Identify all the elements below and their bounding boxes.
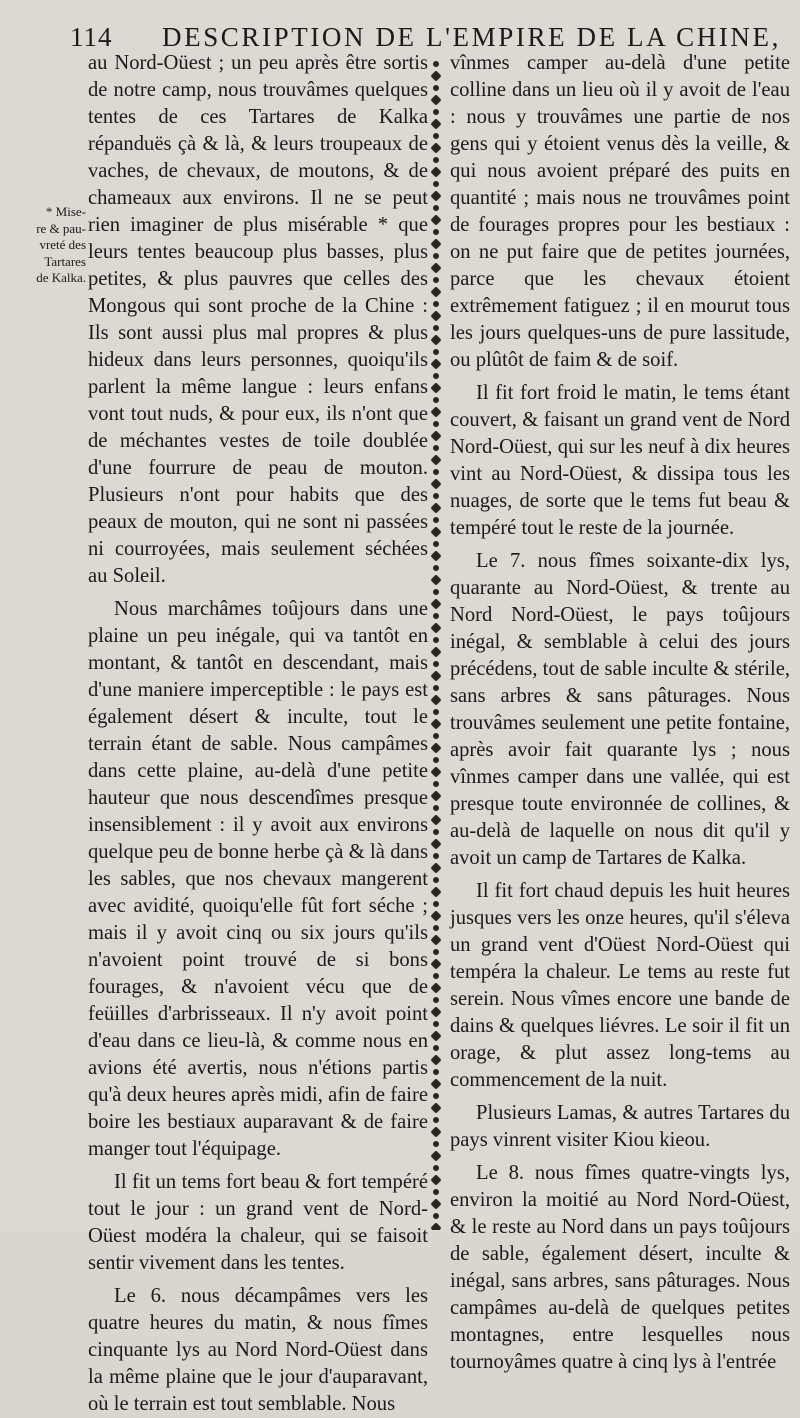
ornament-glyph (433, 349, 439, 355)
margin-note-line: Tartares (44, 253, 86, 269)
ornament-glyph (433, 901, 439, 907)
ornament-glyph (430, 358, 441, 369)
ornament-glyph (433, 997, 439, 1003)
ornament-glyph (433, 589, 439, 595)
ornament-glyph (433, 1213, 439, 1219)
paragraph: Le 8. nous fîmes quatre-vingts lys, environ la moitié au Nord Nord-Oüest, & le reste au Nord dans un pays toûjours de sable, également désert, inculte & inégal, sans arbres, sans pâturages. Nous campâmes au-delà de quelques petites montagnes, entre lesquelles nous tournoyâmes quatre à cinq lys à l'entrée (450, 1162, 790, 1373)
ornament-glyph (433, 613, 439, 619)
ornament-glyph (430, 406, 441, 417)
ornament-glyph (430, 790, 441, 801)
ornament-glyph (433, 133, 439, 139)
ornament-glyph (433, 541, 439, 547)
ornament-glyph (433, 685, 439, 691)
margin-note (22, 204, 86, 287)
ornament-glyph (430, 1054, 441, 1065)
paragraph: Il fit fort froid le matin, le tems étant couvert, & faisant un grand vent de Nord Nord-Oüest, qui sur les neuf à dix heures vint au Nord-Oüest, & dissipa tous les nuages, de sorte que le tems fut beau & tempéré tout le reste de la journée. (450, 382, 790, 539)
ornament-glyph (433, 973, 439, 979)
ornament-glyph (433, 373, 439, 379)
ornament-glyph (430, 958, 441, 969)
ornament-glyph (433, 1045, 439, 1051)
ornament-glyph (433, 637, 439, 643)
ornament-glyph (430, 766, 441, 777)
ornament-glyph (433, 565, 439, 571)
margin-note-line: de Kalka. (36, 270, 86, 285)
paragraph: Le 7. nous fîmes soixante-dix lys, quarante au Nord-Oüest, & trente au Nord Nord-Oüest, le pays toûjours inégal, & semblable à celui des jours précédens, tout de sable inculte & stérile, sans arbres & sans pâturages. Nous trouvâmes seulement une petite fontaine, après avoir fait quarante lys ; nous vînmes camper dans une vallée, qui est presque toute environnée de collines, & au-delà de laquelle on nous dit qu'il y avoit un camp de Tartares de Kalka. (450, 550, 790, 869)
running-title: DESCRIPTION DE L'EMPIRE DE LA CHINE, (162, 22, 781, 52)
ornament-glyph (430, 646, 441, 657)
ornament-glyph (433, 1117, 439, 1123)
ornament-glyph (430, 1102, 441, 1113)
ornament-glyph (433, 205, 439, 211)
ornament-glyph (433, 61, 439, 67)
ornament-glyph (433, 1069, 439, 1075)
ornament-glyph (433, 325, 439, 331)
ornament-glyph (430, 862, 441, 873)
ornament-glyph (433, 805, 439, 811)
ornament-glyph (430, 94, 441, 105)
ornament-glyph (430, 238, 441, 249)
ornament-glyph (430, 1174, 441, 1185)
ornament-glyph (433, 397, 439, 403)
ornament-glyph (433, 301, 439, 307)
ornament-glyph (433, 85, 439, 91)
ornament-glyph (433, 517, 439, 523)
ornament-glyph (433, 949, 439, 955)
paragraph: Il fit un tems fort beau & fort tempéré tout le jour : un grand vent de Nord-Oüest modéra la chaleur, qui se faisoit sentir vivement dans les tentes. (88, 1171, 428, 1274)
paragraph: vînmes camper au-delà d'une petite colline dans un lieu où il y avoit de l'eau : nous y trouvâmes une partie de nos gens qui y étoient venus dès la veille, & qui nous avoient préparé des puits en quantité ; mais nous ne trouvâmes point de fourages propres pour les bestiaux : on ne put faire que de petites journées, parce que les chevaux étoient extrêmement fatiguez ; il en mourut tous les jours quelques-uns de pure lassitude, ou plûtôt de faim & de soif. (450, 52, 790, 371)
ornament-glyph (433, 829, 439, 835)
ornament-glyph (433, 181, 439, 187)
ornament-glyph (430, 310, 441, 321)
ornament-glyph (430, 1222, 441, 1230)
ornament-glyph (430, 598, 441, 609)
paragraph: Plusieurs Lamas, & autres Tartares du pays vinrent visiter Kiou kieou. (450, 1102, 790, 1151)
ornament-glyph (430, 190, 441, 201)
ornament-glyph (430, 934, 441, 945)
ornament-glyph (433, 1021, 439, 1027)
ornament-glyph (430, 502, 441, 513)
ornament-glyph (430, 1030, 441, 1041)
ornament-glyph (430, 1150, 441, 1161)
ornament-glyph (430, 622, 441, 633)
ornament-glyph (430, 430, 441, 441)
ornament-glyph (430, 262, 441, 273)
ornament-glyph (430, 838, 441, 849)
ornament-glyph (430, 286, 441, 297)
ornament-glyph (433, 733, 439, 739)
ornament-glyph (433, 229, 439, 235)
ornament-glyph (430, 886, 441, 897)
ornament-glyph (433, 157, 439, 163)
ornament-glyph (430, 478, 441, 489)
ornament-glyph (430, 1006, 441, 1017)
margin-note-line: vreté des (39, 237, 86, 252)
left-column (88, 50, 428, 1418)
ornament-glyph (430, 1078, 441, 1089)
ornament-glyph (433, 1141, 439, 1147)
ornament-glyph (430, 1198, 441, 1209)
margin-note-line: * Mise- (45, 204, 86, 219)
margin-note-line: re & pau- (36, 220, 86, 236)
ornament-glyph (433, 757, 439, 763)
ornament-glyph (433, 1093, 439, 1099)
ornament-glyph (433, 925, 439, 931)
ornament-glyph (430, 214, 441, 225)
ornament-glyph (430, 694, 441, 705)
ornament-glyph (430, 166, 441, 177)
ornament-glyph (430, 382, 441, 393)
paragraph: Nous marchâmes toûjours dans une plaine un peu inégale, qui va tantôt en montant, & tantôt en descendant, mais d'une maniere imperceptible : le pays est également désert & inculte, tout le terrain étant de sable. Nous campâmes dans cette plaine, au-delà d'une petite hauteur que nous descendîmes presque insensiblement : il y avoit aux environs quelque peu de bonne herbe çà & là dans les sables, que nos chevaux mangerent avec avidité, quoiqu'elle fût fort séche ; mais il y avoit cinq ou six jours qu'ils n'avoient point trouvé de si bons fourages, & n'avoient vécu que de feüilles d'arbrisseaux. Il n'y avoit point d'eau dans ce lieu-là, & comme nous en avions été avertis, nous n'étions partis qu'à deux heures après midi, afin de faire boire les bestiaux auparavant & de faire manger tout l'équipage. (88, 598, 428, 1160)
ornament-glyph (433, 253, 439, 259)
ornament-glyph (433, 877, 439, 883)
ornament-glyph (430, 574, 441, 585)
right-column (450, 50, 790, 1376)
ornament-glyph (430, 454, 441, 465)
ornament-glyph (433, 277, 439, 283)
ornament-glyph (433, 709, 439, 715)
ornament-glyph (430, 1126, 441, 1137)
ornament-glyph (433, 469, 439, 475)
ornament-glyph (430, 910, 441, 921)
paragraph: Le 6. nous décampâmes vers les quatre heures du matin, & nous fîmes cinquante lys au Nord Nord-Oüest dans la même plaine que le jour d'auparavant, où le terrain est tout semblable. Nous (88, 1285, 428, 1415)
ornament-glyph (433, 109, 439, 115)
ornament-glyph (433, 781, 439, 787)
ornament-glyph (430, 526, 441, 537)
ornament-glyph (430, 814, 441, 825)
paragraph: au Nord-Oüest ; un peu après être sortis de notre camp, nous trouvâmes quelques tentes de ces Tartares de Kalka répanduës çà & là, & leurs troupeaux de vaches, de chevaux, de moutons, & de chameaux aux environs. Il ne se peut rien imaginer de plus misérable * que leurs tentes beaucoup plus basses, plus petites, & plus pauvres que celles des Mongous qui sont proche de la Chine : Ils sont aussi plus mal propres & plus hideux dans leurs personnes, quoiqu'ils parlent la même langue : leurs enfans vont tout nuds, & pour eux, ils n'ont que de méchantes vestes de toile doublée d'une fourrure de peau de mouton. Plusieurs n'ont pour habits que des peaux de mouton, qui ne sont ni passées ni courroyées, mais seulement séchées au Soleil. (88, 52, 428, 587)
ornament-glyph (433, 1165, 439, 1171)
ornament-glyph (430, 142, 441, 153)
ornament-glyph (433, 661, 439, 667)
ornament-glyph (430, 670, 441, 681)
paragraph: Il fit fort chaud depuis les huit heures jusques vers les onze heures, qu'il s'éleva un grand vent d'Oüest Nord-Oüest qui tempéra la chaleur. Le tems au reste fut serein. Nous vîmes encore une bande de dains & quelques liévres. Le soir il fit un orage, & plut assez long-tems au commencement de la nuit. (450, 880, 790, 1091)
ornament-glyph (433, 1189, 439, 1195)
ornament-glyph (430, 742, 441, 753)
ornament-glyph (430, 70, 441, 81)
ornament-glyph (430, 982, 441, 993)
page-number: 114 (70, 22, 113, 52)
ornament-glyph (433, 421, 439, 427)
ornament-glyph (433, 493, 439, 499)
ornament-glyph (433, 853, 439, 859)
ornament-glyph (430, 550, 441, 561)
ornament-glyph (430, 718, 441, 729)
ornament-glyph (433, 445, 439, 451)
ornament-glyph (430, 334, 441, 345)
ornament-glyph (430, 118, 441, 129)
ornamental-column-divider (428, 58, 444, 1230)
